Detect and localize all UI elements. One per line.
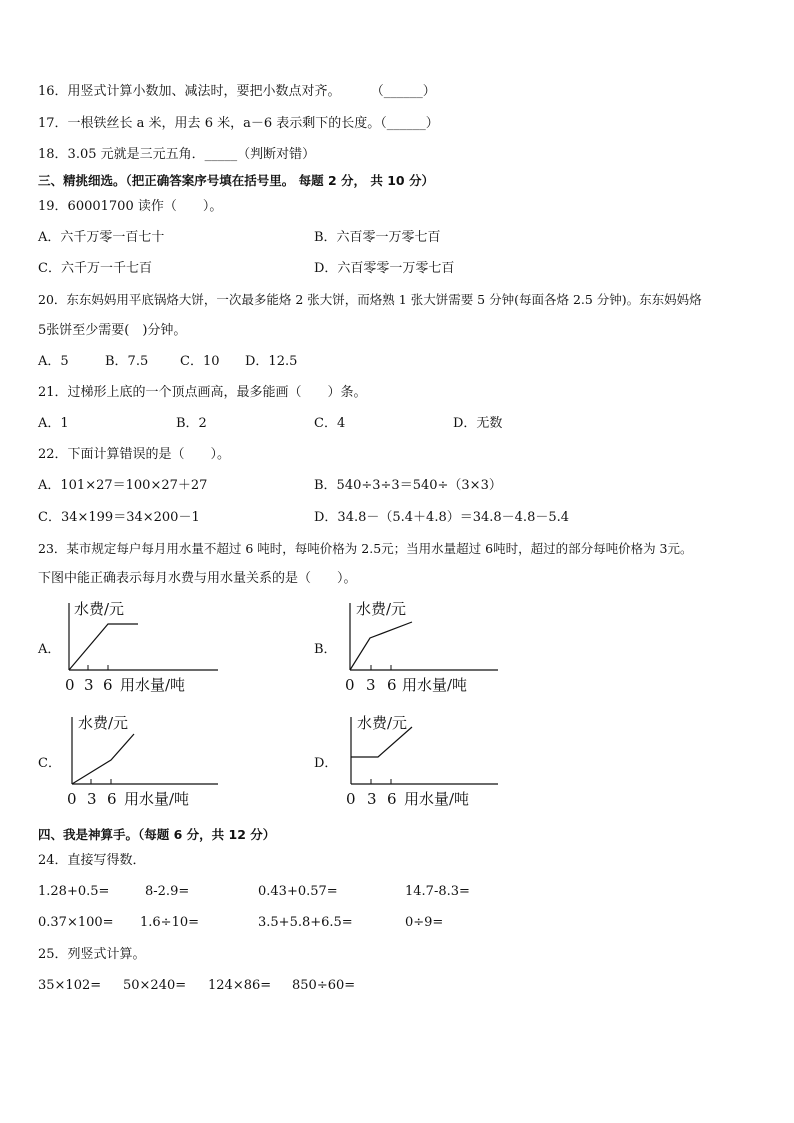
graph-b-label: B． [314,642,337,657]
graph-d-tick-label-0: 0 [346,790,356,808]
option-20-c[interactable]: C．10 [180,354,220,369]
graph-b-line [350,622,412,670]
graph-b-tick-label-3: 3 [366,676,376,694]
answer-bracket[interactable]: （______） [370,84,436,99]
calc-24-3: 0.43+0.57= [258,884,338,899]
graph-b-svg [314,598,564,698]
calc-24-4: 14.7-8.3= [405,884,470,899]
question-25: 25．列竖式计算。 [38,947,146,962]
option-22-a[interactable]: A．101×27＝100×27＋27 [38,478,208,493]
graph-option-c[interactable] [38,712,288,812]
calc-24-2: 8-2.9= [145,884,190,899]
question-20-line1: 20．东东妈妈用平底锅烙大饼，一次最多能烙 2 张大饼，而烙熟 1 张大饼需要 5 分钟(每面各烙 2.5 分钟)。东东妈妈烙 [38,292,702,307]
graph-a-tick-label-6: 6 [103,676,113,694]
calc-24-5: 0.37×100= [38,915,114,930]
calc-24-6: 1.6÷10= [140,915,200,930]
option-21-c[interactable]: C．4 [314,416,346,431]
option-19-c[interactable]: C．六千万一千七百 [38,261,152,276]
option-19-a[interactable]: A．六千万零一百七十 [38,230,165,245]
graph-a-line [69,624,138,670]
calc-25-4: 850÷60= [292,978,356,993]
option-21-d[interactable]: D．无数 [453,416,503,431]
option-22-d[interactable]: D．34.8－（5.4＋4.8）＝34.8－4.8－5.4 [314,510,570,525]
calc-24-1: 1.28+0.5= [38,884,110,899]
graph-d-tick-label-3: 3 [367,790,377,808]
graph-option-d[interactable] [314,712,564,812]
graph-d-xlabel: 用水量/吨 [404,790,470,808]
graph-c-tick-label-0: 0 [67,790,77,808]
graph-a-tick-label-0: 0 [65,676,75,694]
question-24: 24．直接写得数． [38,853,146,868]
graph-c-label: C． [38,756,61,771]
question-22: 22．下面计算错误的是（ ）。 [38,447,231,462]
calc-24-7: 3.5+5.8+6.5= [258,915,353,930]
graph-c-tick-label-6: 6 [107,790,117,808]
graph-a-tick-label-3: 3 [84,676,94,694]
graph-c-svg [38,712,288,812]
graph-b-tick-label-0: 0 [345,676,355,694]
graph-a-ylabel: 水费/元 [74,600,125,618]
section-3-heading: 三、精挑细选。（把正确答案序号填在括号里。 每题 2 分， 共 10 分） [38,173,434,188]
question-20-line2: 5张饼至少需要( )分钟。 [38,323,187,338]
option-21-a[interactable]: A．1 [38,416,69,431]
calc-25-3: 124×86= [208,978,272,993]
option-22-b[interactable]: B．540÷3÷3＝540÷（3×3） [314,478,502,493]
question-23-line2: 下图中能正确表示每月水费与用水量关系的是（ ）。 [38,571,357,586]
calc-25-1: 35×102= [38,978,102,993]
question-17: 17．一根铁丝长 a 米，用去 6 米，a－6 表示剩下的长度。（______） [38,116,439,131]
option-20-b[interactable]: B．7.5 [105,354,149,369]
graph-c-tick-label-3: 3 [87,790,97,808]
calc-25-2: 50×240= [123,978,187,993]
graph-d-tick-label-6: 6 [387,790,397,808]
graph-c-line [72,734,134,784]
graph-d-ylabel: 水费/元 [357,714,408,732]
section-4-heading: 四、我是神算手。（每题 6 分，共 12 分） [38,827,276,842]
graph-b-ylabel: 水费/元 [356,600,407,618]
graph-option-b[interactable] [314,598,564,698]
option-21-b[interactable]: B．2 [176,416,207,431]
option-22-c[interactable]: C．34×199＝34×200－1 [38,510,200,525]
option-20-d[interactable]: D．12.5 [245,354,298,369]
graph-a-label: A． [38,642,61,657]
calc-24-8: 0÷9= [405,915,444,930]
question-21: 21．过梯形上底的一个顶点画高，最多能画（ ）条。 [38,385,367,400]
graph-option-a[interactable] [38,598,288,698]
graph-c-xlabel: 用水量/吨 [124,790,190,808]
graph-d-label: D． [314,756,338,771]
option-19-d[interactable]: D．六百零零一万零七百 [314,261,455,276]
graph-a-svg [38,598,288,698]
question-18: 18．3.05 元就是三元五角．_____（判断对错） [38,147,316,162]
graph-d-svg [314,712,564,812]
graph-a-xlabel: 用水量/吨 [120,676,186,694]
question-16: 16．用竖式计算小数加、减法时，要把小数点对齐。 （______） [38,84,436,99]
question-23-line1: 23．某市规定每户每月用水量不超过 6 吨时，每吨价格为 2.5元；当用水量超过 6吨时，超过的部分每吨价格为 3元。 [38,541,693,556]
graph-b-xlabel: 用水量/吨 [402,676,468,694]
option-20-a[interactable]: A．5 [38,354,69,369]
graph-c-ylabel: 水费/元 [78,714,129,732]
option-19-b[interactable]: B．六百零一万零七百 [314,230,441,245]
graph-b-tick-label-6: 6 [387,676,397,694]
question-19: 19．60001700 读作（ ）。 [38,199,223,214]
